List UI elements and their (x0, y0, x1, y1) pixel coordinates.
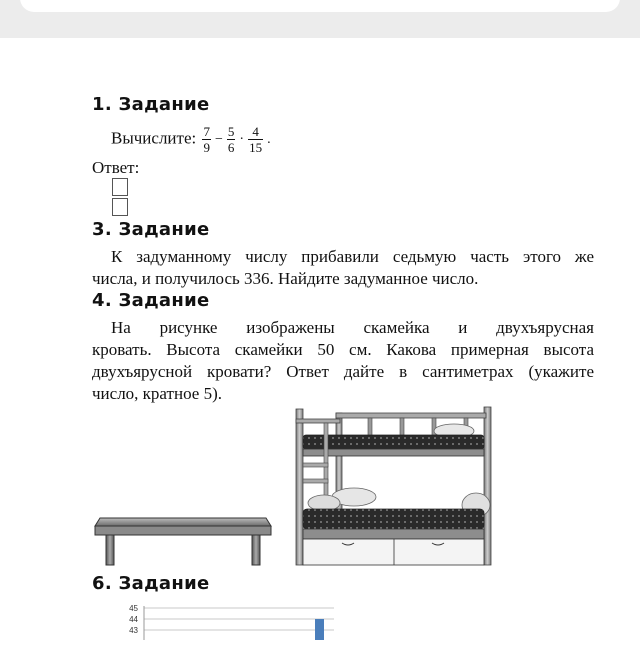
task3-heading: 3. Задание (92, 219, 210, 240)
answer-label: Ответ: (92, 158, 140, 177)
task1-heading: 1. Задание (92, 94, 210, 115)
top-card (20, 0, 620, 12)
chart-bar (315, 619, 324, 640)
fraction-5-6: $\frac{5}{6}$ (227, 124, 235, 155)
multiply-sign: · (239, 131, 245, 147)
task3-line1: К задуманному числу прибавили седьмую часть этого же (111, 247, 594, 266)
fraction-4-15: $\frac{4}{15}$ (249, 124, 263, 155)
minus-sign: − (214, 131, 223, 147)
y-tick-label: 44 (129, 615, 138, 624)
answer-input-numerator[interactable] (112, 178, 128, 196)
task3-line2: числа, и получилось 336. Найдите задуманное число. (92, 269, 479, 288)
task4-line3: двухъярусной кровати? Ответ дайте в сантиметрах (укажите (92, 362, 594, 381)
bar-chart (110, 598, 350, 640)
task4-heading: 4. Задание (92, 290, 210, 311)
browser-top-bar (0, 0, 640, 38)
task4-line2: кровать. Высота скамейки 50 см. Какова примерная высота (92, 340, 594, 359)
fraction-7-9: $\frac{7}{9}$ (203, 124, 210, 155)
answer-input-denominator[interactable] (112, 198, 128, 216)
bar-chart-svg (110, 598, 350, 640)
task4-line4: число, кратное 5). (92, 384, 222, 403)
task1-expression: Вычислите: $\frac{7}{9}$ − $\frac{5}{6}$ · $\frac{4}{15}$ . (111, 124, 271, 155)
y-tick-label: 43 (129, 626, 138, 635)
bunk-bed-illustration (294, 405, 496, 567)
task4-line1: На рисунке изображены скамейка и двухъярусная (111, 318, 594, 337)
task1-prompt: Вычислите: (111, 128, 197, 148)
task6-heading: 6. Задание (92, 573, 210, 594)
y-tick-label: 45 (129, 604, 138, 613)
bench-illustration (94, 516, 272, 566)
